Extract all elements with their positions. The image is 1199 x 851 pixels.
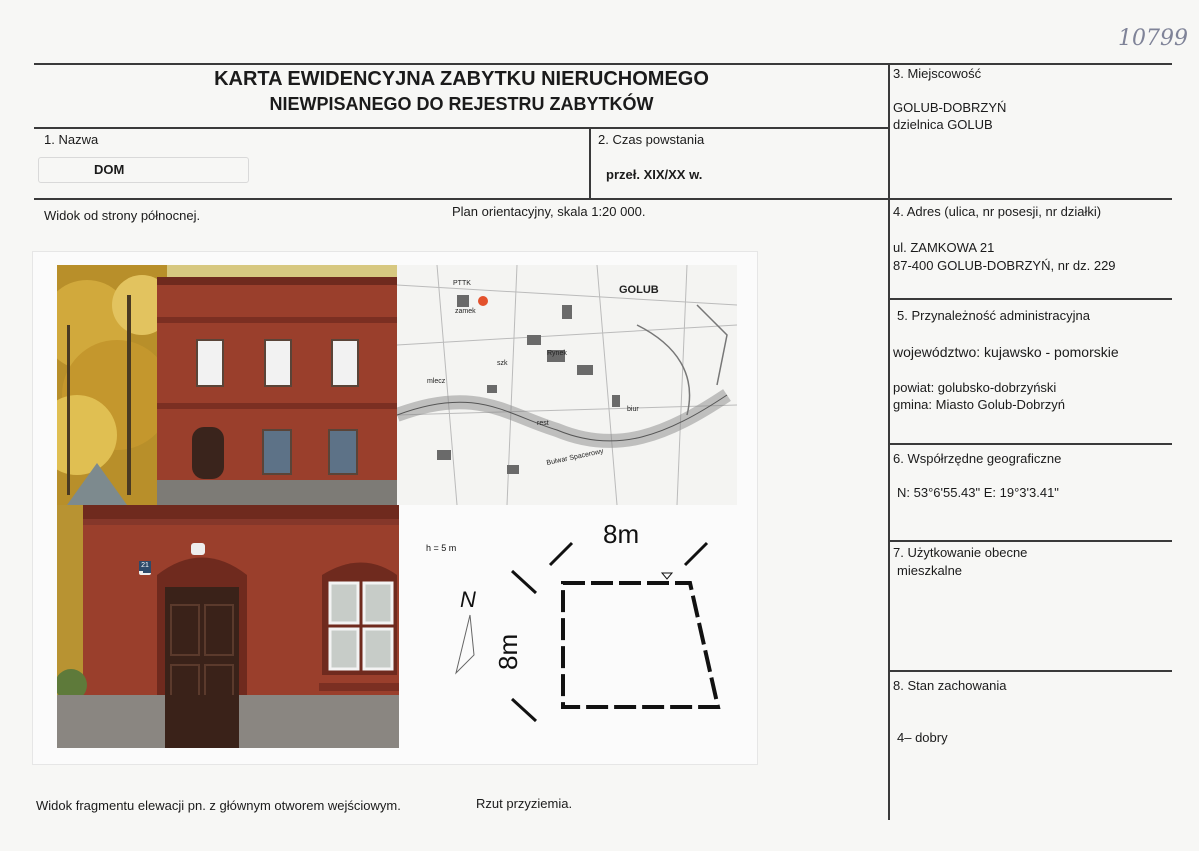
wojewodztwo: województwo: kujawsko - pomorskie: [893, 344, 1119, 360]
nazwa-value-box: [38, 157, 249, 183]
photo-entrance-detail: [57, 505, 399, 748]
map-label-bulwar: Bulwar Spacerowy: [545, 448, 605, 467]
caption-widok-north: Widok od strony północnej.: [44, 208, 201, 223]
caption-widok-fragment: Widok fragmentu elewacji pn. z głównym otworem wejściowym.: [36, 798, 401, 813]
czas-label: 2. Czas powstania: [598, 132, 705, 147]
rule-main-divider: [888, 63, 890, 820]
rule-sec8: [889, 670, 1172, 672]
adres-line2: 87-400 GOLUB-DOBRZYŃ, nr dz. 229: [893, 258, 1116, 273]
miejscowosc-line2: dzielnica GOLUB: [893, 117, 993, 132]
photo-north-view: [57, 265, 397, 505]
czas-value: przeł. XIX/XX w.: [606, 167, 703, 182]
miejscowosc-line1: GOLUB-DOBRZYŃ: [893, 100, 1007, 115]
map-town-label: GOLUB: [619, 284, 659, 296]
map-label-biur: biur: [627, 406, 639, 413]
rule-sec6: [889, 443, 1172, 445]
plan-dim-side: 8m: [493, 633, 523, 670]
card-subtitle: NIEWPISANEGO DO REJESTRU ZABYTKÓW: [269, 94, 654, 114]
caption-plan: Plan orientacyjny, skala 1:20 000.: [452, 204, 646, 219]
map-label-zamek: zamek: [455, 308, 476, 315]
nazwa-value: DOM: [94, 162, 125, 177]
rule-title-bottom: [34, 127, 889, 129]
floor-plan: [400, 505, 755, 760]
rule-fields-bottom: [34, 198, 1172, 200]
catalog-number: 10799: [1118, 26, 1188, 51]
map-label-mlecz: mlecz: [427, 378, 446, 385]
adres-label: 4. Adres (ulica, nr posesji, nr działki): [893, 204, 1102, 219]
plan-height-note: h = 5 m: [426, 543, 457, 553]
rule-sec5: [889, 298, 1172, 300]
card-title: KARTA EWIDENCYJNA ZABYTKU NIERUCHOMEGO: [214, 68, 709, 90]
house-number-plate: 21: [139, 561, 151, 571]
gmina: gmina: Miasto Golub-Dobrzyń: [893, 397, 1065, 412]
map-label-szk: szk: [497, 360, 508, 367]
uzytkowanie-label: 7. Użytkowanie obecne: [893, 545, 1028, 560]
caption-rzut: Rzut przyziemia.: [476, 796, 573, 811]
plan-dim-top: 8m: [603, 519, 640, 549]
rule-sec7: [889, 540, 1172, 542]
adres-line1: ul. ZAMKOWA 21: [893, 240, 995, 255]
powiat: powiat: golubsko-dobrzyński: [893, 380, 1057, 395]
rule-top: [34, 63, 1172, 65]
plan-north: N: [460, 587, 476, 612]
map-label-rynek: Rynek: [547, 350, 567, 357]
map-label-pttk: PTTK: [453, 280, 471, 287]
orientation-map: [397, 265, 737, 505]
stan-label: 8. Stan zachowania: [893, 678, 1007, 693]
nazwa-label: 1. Nazwa: [44, 132, 99, 147]
wspolrzedne-value: N: 53°6'55.43" E: 19°3'3.41": [897, 485, 1059, 500]
wspolrzedne-label: 6. Współrzędne geograficzne: [893, 451, 1062, 466]
map-label-rest: rest: [537, 420, 549, 427]
przynaleznosc-label: 5. Przynależność administracyjna: [897, 308, 1090, 323]
miejscowosc-label: 3. Miejscowość: [893, 66, 982, 81]
uzytkowanie-value: mieszkalne: [897, 563, 963, 578]
stan-value: 4– dobry: [897, 730, 948, 745]
rule-field-divider: [589, 127, 591, 198]
